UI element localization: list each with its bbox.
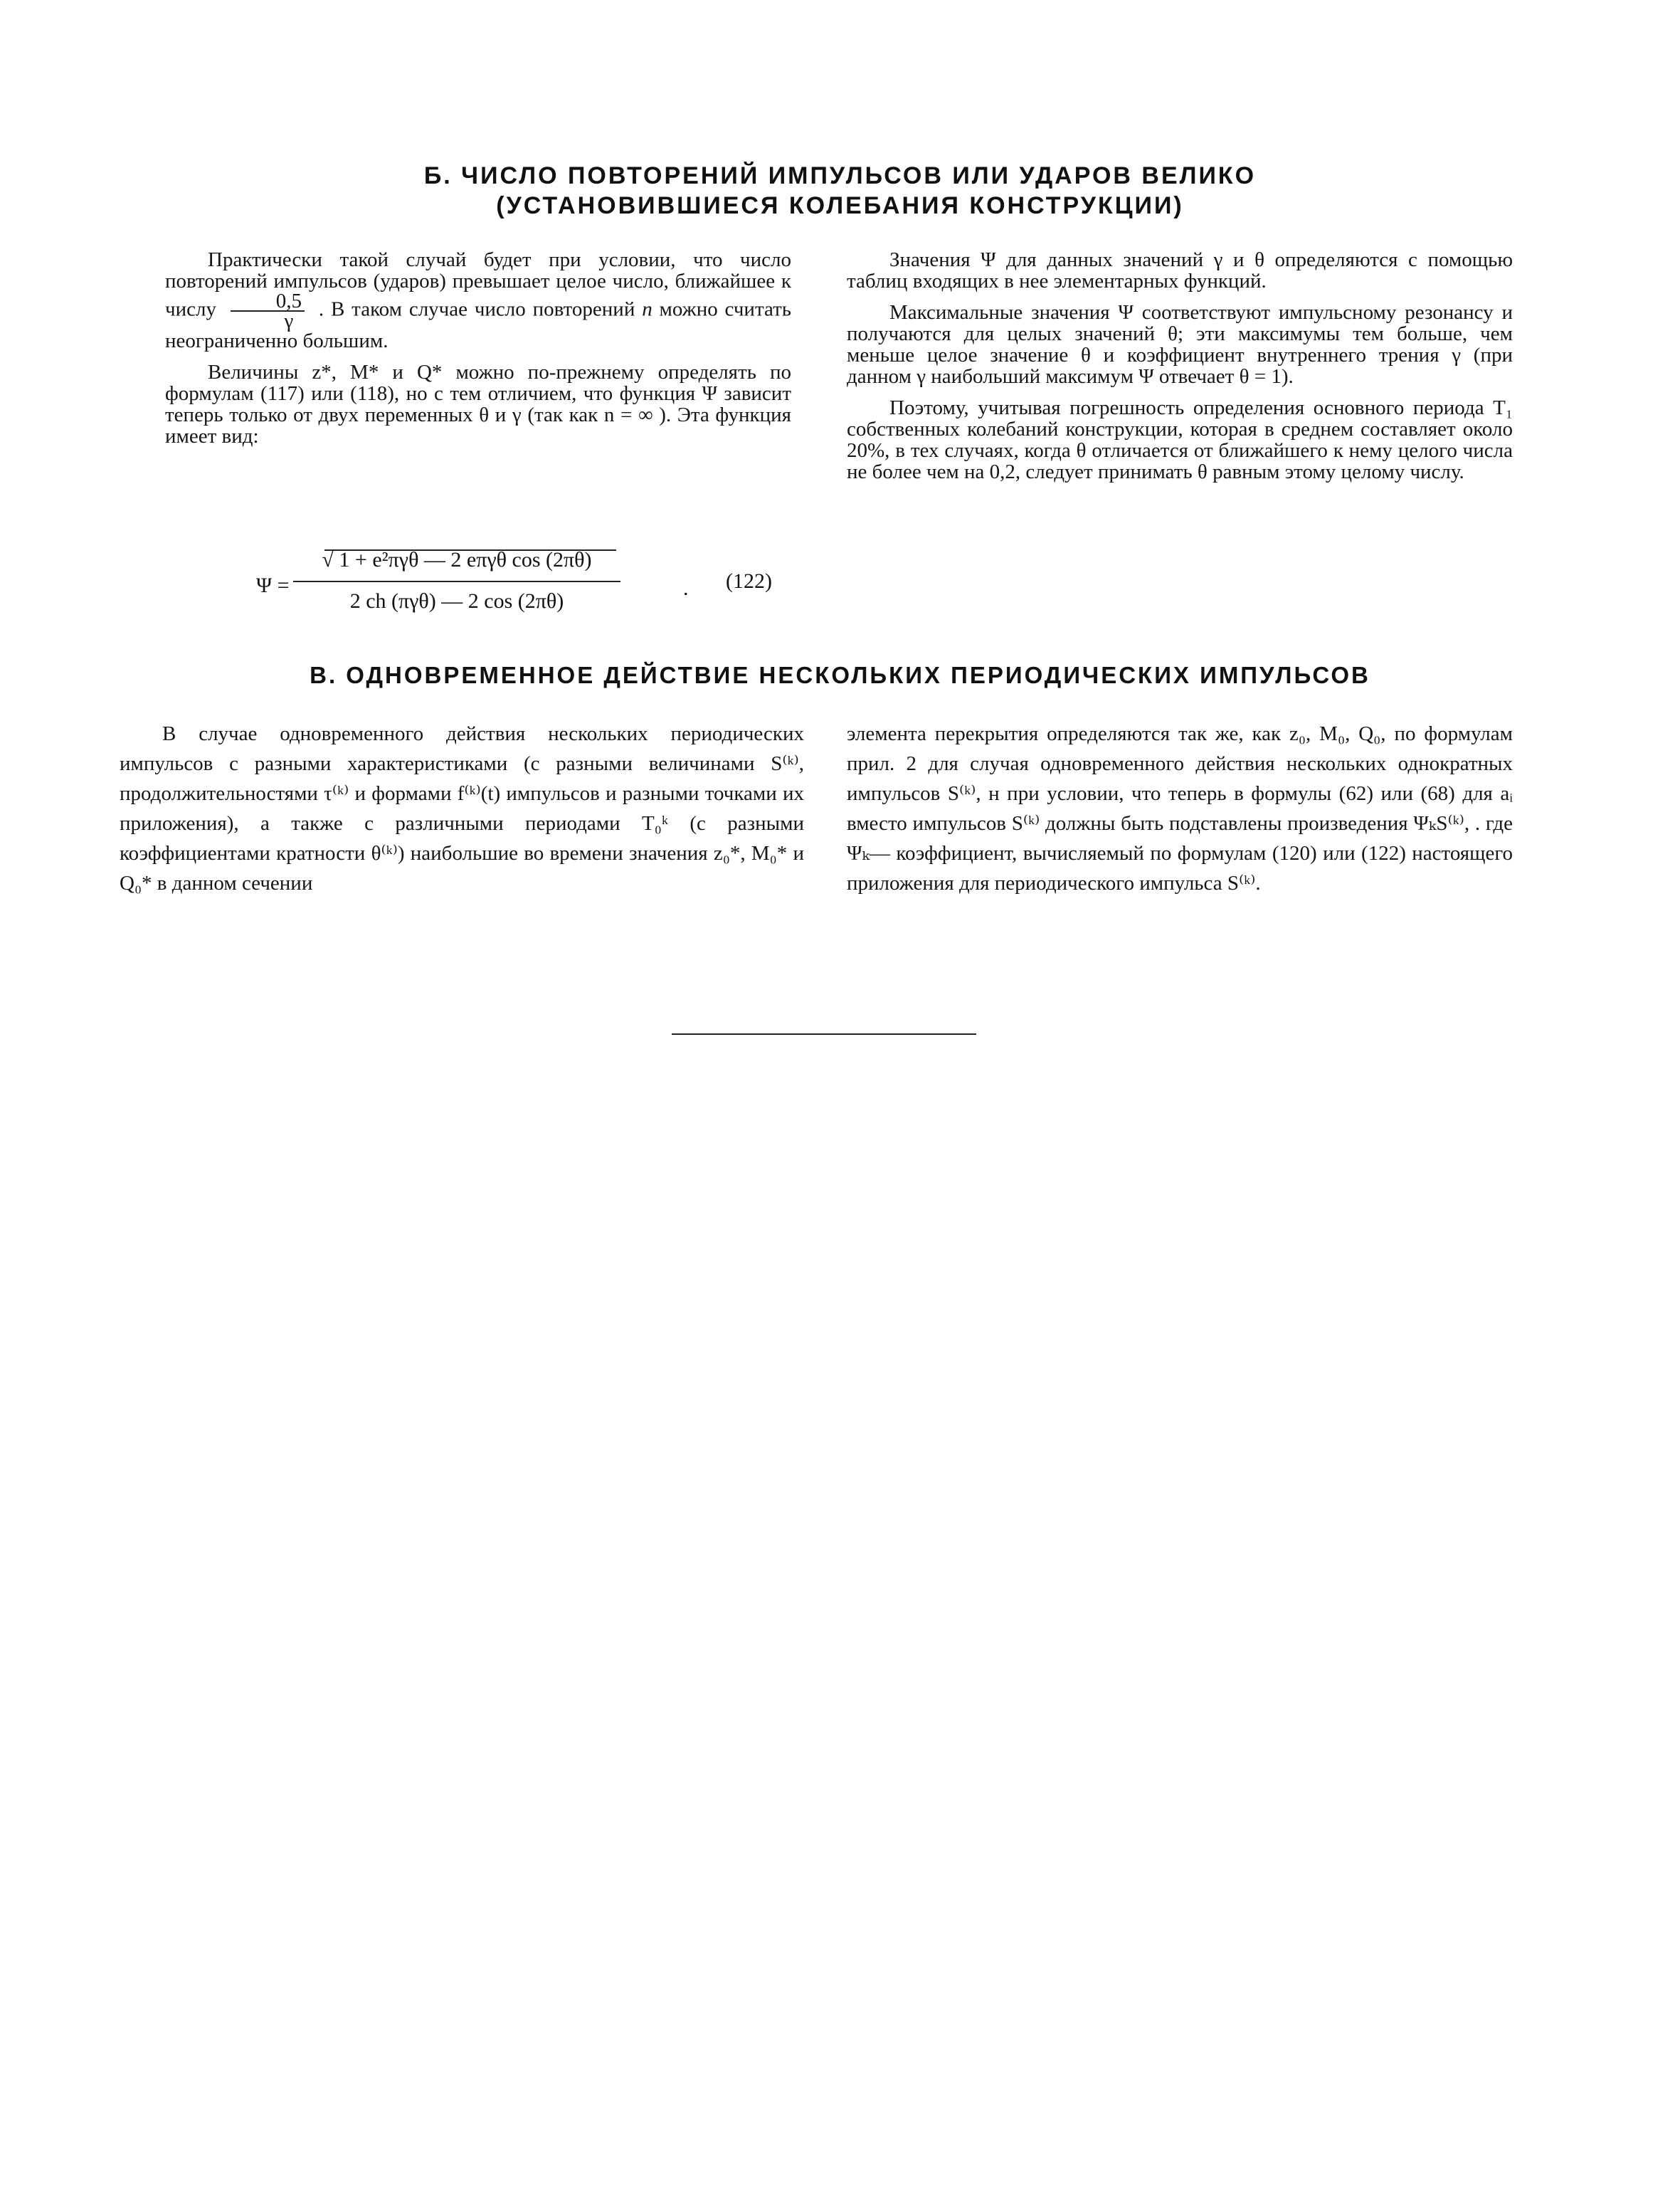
paragraph-text: . В таком случае число повторений <box>318 298 635 321</box>
formula-number: (122) <box>726 569 772 593</box>
paragraph-text: Практически такой случай будет при условии, что число повторений импульсов (ударов) превышает целое число, ближайшее к числу <box>165 248 791 321</box>
formula-period: . <box>683 576 689 600</box>
fraction-0-5-over-gamma <box>231 292 305 330</box>
section-b-left-paragraph-2: Величины z*, M* и Q* можно по-прежнему определять по формулам (117) или (118), но с тем отличием, что функция Ψ зависит теперь только от двух переменных θ и γ (так как n = ∞ ). Эта функция имеет вид: <box>165 361 791 448</box>
section-v-left-paragraph: В случае одновременного действия нескольких периодических импульсов с разными характеристиками (с разными величинами S⁽ᵏ⁾, продолжительностями τ⁽ᵏ⁾ и формами f⁽ᵏ⁾(t) импульсов и разными точками их приложения), а также с различными периодами T₀ᵏ (с разными коэффициентами кратности θ⁽ᵏ⁾) наибольшие во времени значения z₀*, M₀* и Q₀* в данном сечении <box>120 722 804 895</box>
formula-numerator: √ 1 + e²πγθ — 2 eπγθ cos (2πθ) <box>322 548 592 572</box>
paragraph-text: можно считать неограниченно большим. <box>165 298 792 352</box>
section-b-title-line2: (УСТАНОВИВШИЕСЯ КОЛЕБАНИЯ КОНСТРУКЦИИ) <box>496 192 1184 219</box>
section-v-right-paragraph: элемента перекрытия определяются так же, как z₀, M₀, Q₀, по формулам прил. 2 для случая одновременного действия нескольких однократных импульсов S⁽ᵏ⁾, н при условии, что теперь в формулы (62) или (68) для aᵢ вместо импульсов S⁽ᵏ⁾ должны быть подставлены произведения ΨₖS⁽ᵏ⁾, . где Ψₖ— коэффициент, вычисляемый по формулам (120) или (122) настоящего приложения для периодического импульса S⁽ᵏ⁾. <box>847 722 1513 895</box>
section-v-title: В. ОДНОВРЕМЕННОЕ ДЕЙСТВИЕ НЕСКОЛЬКИХ ПЕРИОДИЧЕСКИХ ИМПУЛЬСОВ <box>310 662 1370 688</box>
section-b-right-column <box>847 249 1513 483</box>
section-v-right-column <box>847 719 1513 898</box>
end-rule <box>672 1033 976 1035</box>
section-b-right-paragraph-2: Максимальные значения Ψ соответствуют импульсному резонансу и получаются для целых значений θ; эти максимумы тем больше, чем меньше целое значение θ и коэффициент внутреннего трения γ (при данном γ наибольший максимум Ψ отвечает θ = 1). <box>847 301 1513 388</box>
fraction-numerator: 0,5 <box>231 292 305 312</box>
variable-n: n <box>642 298 653 321</box>
formula-122 <box>256 548 825 626</box>
section-b-title-line1: Б. ЧИСЛО ПОВТОРЕНИЙ ИМПУЛЬСОВ ИЛИ УДАРОВ ВЕЛИКО <box>423 162 1257 189</box>
fraction-bar <box>293 581 620 582</box>
formula-denominator: 2 ch (πγθ) — 2 cos (2πθ) <box>349 589 564 613</box>
fraction-denominator: γ <box>284 310 294 332</box>
formula-lhs: Ψ = <box>256 574 290 597</box>
section-v-left-column <box>120 719 804 898</box>
section-b-right-paragraph-1: Значения Ψ для данных значений γ и θ определяются с помощью таблиц входящих в нее элементарных функций. <box>847 248 1513 293</box>
section-b-right-paragraph-3: Поэтому, учитывая погрешность определения основного периода T₁ собственных колебаний конструкции, которая в среднем составляет около 20%, в тех случаях, когда θ отличается от ближайшего к нему целого числа не более чем на 0,2, следует принимать θ равным этому целому числу. <box>847 396 1513 483</box>
section-b-left-column <box>165 249 791 447</box>
section-b-left-paragraph-1 <box>165 249 791 352</box>
